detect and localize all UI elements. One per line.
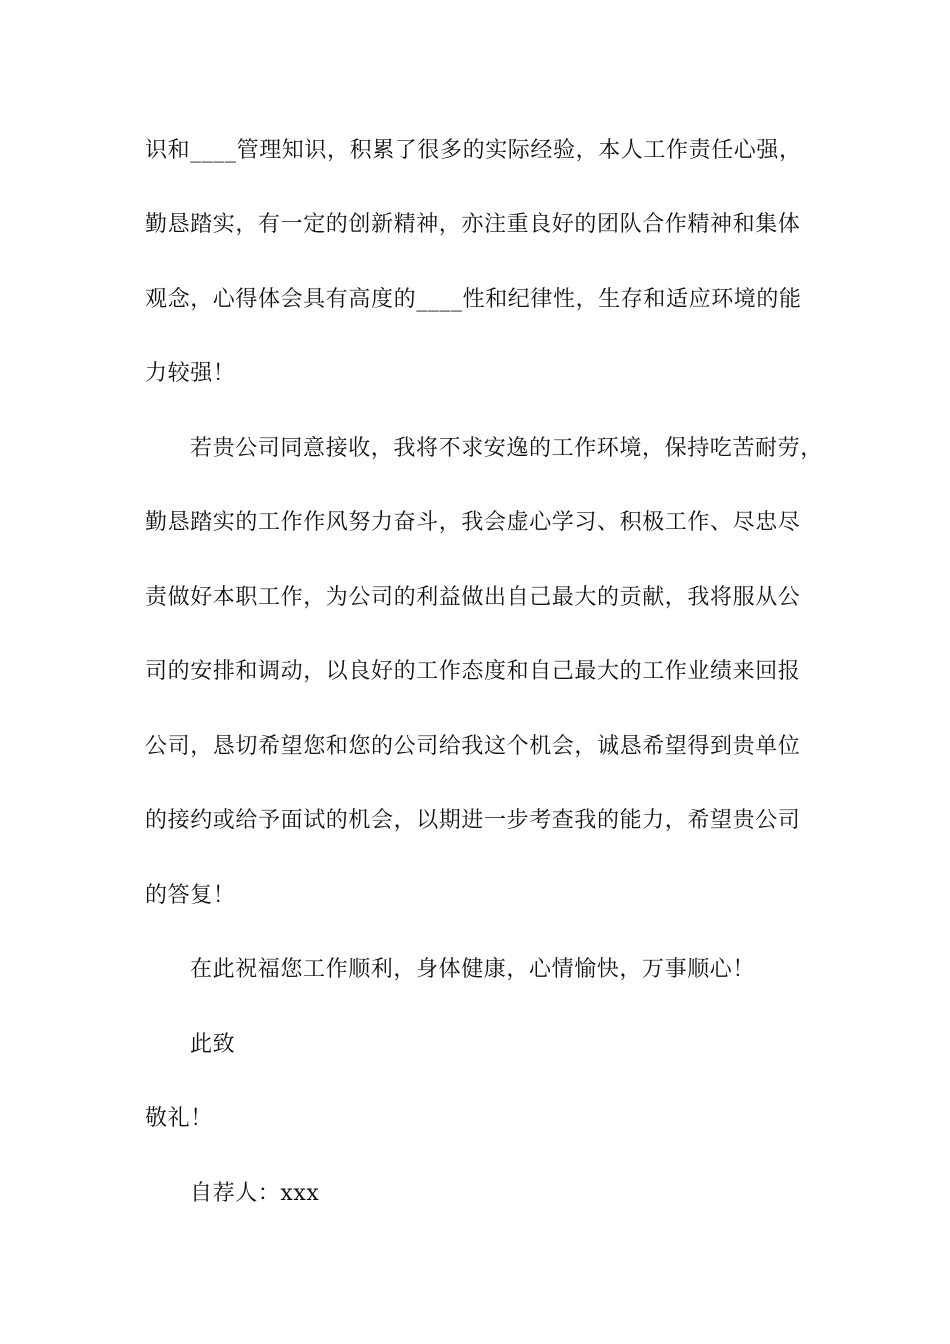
paragraph-line: 识和____管理知识，积累了很多的实际经验，本人工作责任心强， — [145, 138, 802, 163]
closing-wish: 在此祝福您工作顺利，身体健康，心情愉快，万事顺心！ — [190, 957, 756, 982]
salutation-cizhi: 此致 — [190, 1032, 236, 1057]
paragraph-line: 司的安排和调动，以良好的工作态度和自己最大的工作业绩来回报 — [145, 659, 801, 684]
paragraph-line: 力较强！ — [145, 361, 236, 386]
paragraph-line: 若贵公司同意接收，我将不求安逸的工作环境，保持吃苦耐劳， — [190, 436, 823, 461]
paragraph-line: 公司，恳切希望您和您的公司给我这个机会，诚恳希望得到贵单位 — [145, 734, 801, 759]
signature-line: 自荐人：xxx — [190, 1181, 320, 1206]
paragraph-line: 勤恳踏实，有一定的创新精神，亦注重良好的团队合作精神和集体 — [145, 212, 801, 237]
paragraph-line: 观念，心得体会具有高度的____性和纪律性，生存和适应环境的能 — [145, 287, 802, 312]
paragraph-line: 的接约或给予面试的机会，以期进一步考查我的能力，希望贵公司 — [145, 808, 801, 833]
paragraph-line: 责做好本职工作，为公司的利益做出自己最大的贡献，我将服从公 — [145, 585, 801, 610]
paragraph-line: 勤恳踏实的工作作风努力奋斗，我会虚心学习、积极工作、尽忠尽 — [145, 510, 801, 535]
salutation-jingli: 敬礼！ — [145, 1106, 213, 1131]
paragraph-line: 的答复！ — [145, 883, 236, 908]
